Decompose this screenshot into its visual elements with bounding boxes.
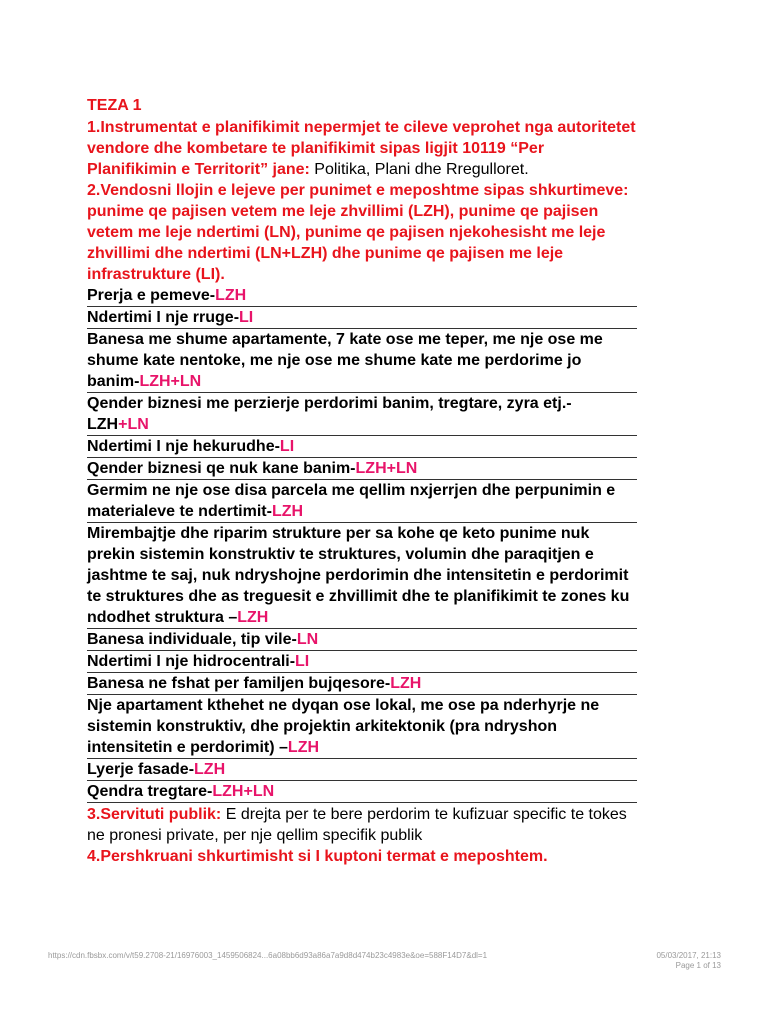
question-1 — [87, 117, 637, 180]
work-description: Ndertimi I nje hekurudhe- — [87, 438, 280, 455]
question-1-text: 1.Instrumentat e planifikimit nepermjet te cileve veprohet nga autoritetet vendore dhe kombetare te planifikimit sipas ligjit 10119 “Per Planifikimin e Territorit” jane: — [87, 119, 636, 178]
table-cell — [87, 523, 637, 629]
table-cell — [87, 480, 637, 523]
table-row — [87, 759, 637, 781]
table-cell — [87, 436, 637, 458]
table-cell — [87, 673, 637, 695]
permit-code: LZH+LN — [355, 460, 418, 477]
permit-code: LI — [279, 438, 295, 455]
document-page — [87, 95, 637, 867]
table-row — [87, 329, 637, 393]
work-description: Qendra tregtare- — [87, 783, 213, 800]
table-cell — [87, 759, 637, 781]
table-row — [87, 307, 637, 329]
work-description: Qender biznesi qe nuk kane banim- — [87, 460, 356, 477]
question-3 — [87, 804, 637, 846]
page-title: TEZA 1 — [87, 97, 142, 114]
footer-datetime: 05/03/2017, 21:13 — [656, 951, 721, 960]
table-row — [87, 285, 637, 307]
permit-code: LZH — [194, 761, 226, 778]
permit-code: LZH — [215, 287, 247, 304]
question-3-answer: E drejta per te bere perdorim te kufizuar specific te tokes ne pronesi private, per nje qellim specifik publik — [87, 806, 627, 844]
table-row — [87, 393, 637, 436]
table-cell — [87, 458, 637, 480]
question-2 — [87, 180, 637, 285]
table-cell — [87, 651, 637, 673]
footer-url: https://cdn.fbsbx.com/v/t59.2708-21/16976003_1459506824...6a08bb6d93a86a7a9d8d474b23c4983e&oe=588F14D7&dl=1 — [48, 951, 488, 960]
permit-code: LZH+LN — [139, 373, 202, 390]
table-cell — [87, 629, 637, 651]
work-description: Lyerje fasade- — [87, 761, 195, 778]
permit-table — [87, 285, 637, 803]
table-cell — [87, 329, 637, 393]
permit-code: LZH — [287, 739, 320, 756]
permit-code: LZH — [237, 609, 269, 626]
table-cell — [87, 781, 637, 803]
footer-page-number: Page 1 of 13 — [675, 961, 721, 970]
question-3-text: 3.Servituti publik: — [87, 806, 222, 823]
work-description: Banesa individuale, tip vile- — [87, 631, 297, 648]
work-description: Banesa ne fshat per familjen bujqesore- — [87, 675, 391, 692]
permit-code: LI — [295, 653, 310, 670]
permit-code: LN — [296, 631, 319, 648]
table-row — [87, 436, 637, 458]
permit-code: LZH — [390, 675, 422, 692]
question-1-answer: Politika, Plani dhe Rregulloret. — [309, 161, 529, 178]
table-row — [87, 458, 637, 480]
permit-code: LI — [239, 309, 254, 326]
table-row — [87, 695, 637, 759]
table-cell — [87, 393, 637, 436]
question-4-text: 4.Pershkruani shkurtimisht si I kuptoni termat e meposhtem. — [87, 848, 548, 865]
work-description: Ndertimi I nje rruge- — [87, 309, 240, 326]
work-description: Banesa me shume apartamente, 7 kate ose me teper, me nje ose me shume kate nentoke, me nje ose me shume kate me perdorime jo banim- — [87, 331, 603, 390]
work-description: Mirembajtje dhe riparim strukture per sa kohe qe keto punime nuk prekin sistemin konstruktiv te struktures, volumin dhe paraqitjen e jashtme te saj, nuk ndryshojne perdorimin dhe intensitetin e perdorimit te struktures dhe as treguesit e zhvillimit dhe te planifikimit te zones ku ndodhet struktura – — [87, 525, 630, 626]
permit-code: +LN — [118, 416, 149, 433]
table-row — [87, 651, 637, 673]
question-2-text: 2.Vendosni llojin e lejeve per punimet e meposhtme sipas shkurtimeve: punime qe pajisen vetem me leje zhvillimi (LZH), punime qe pajisen vetem me leje ndertimi (LN), punime qe pajisen njekohesisht me leje zhvillimi dhe ndertimi (LN+LZH) dhe punime qe pajisen me leje infrastrukture (LI). — [87, 182, 629, 283]
table-row — [87, 673, 637, 695]
table-cell — [87, 307, 637, 329]
work-description: Ndertimi I nje hidrocentrali- — [87, 653, 296, 670]
table-row — [87, 629, 637, 651]
footer-meta — [656, 951, 721, 971]
table-cell — [87, 695, 637, 759]
work-description: Nje apartament kthehet ne dyqan ose lokal, me ose pa nderhyrje ne sistemin konstruktiv, dhe projektin arkitektonik (pra ndryshon intensitetin e perdorimit) – — [87, 697, 600, 756]
table-cell — [87, 285, 637, 307]
permit-code: LZH — [271, 503, 304, 520]
table-row — [87, 523, 637, 629]
table-row — [87, 781, 637, 803]
permit-code: LZH+LN — [212, 783, 275, 800]
table-row — [87, 480, 637, 523]
work-description: Prerja e pemeve- — [87, 287, 216, 304]
work-description: Qender biznesi me perzierje perdorimi banim, tregtare, zyra etj.- LZH — [87, 395, 572, 433]
work-description: Germim ne nje ose disa parcela me qellim nxjerrjen dhe perpunimin e materialeve te ndertimit- — [87, 482, 616, 520]
